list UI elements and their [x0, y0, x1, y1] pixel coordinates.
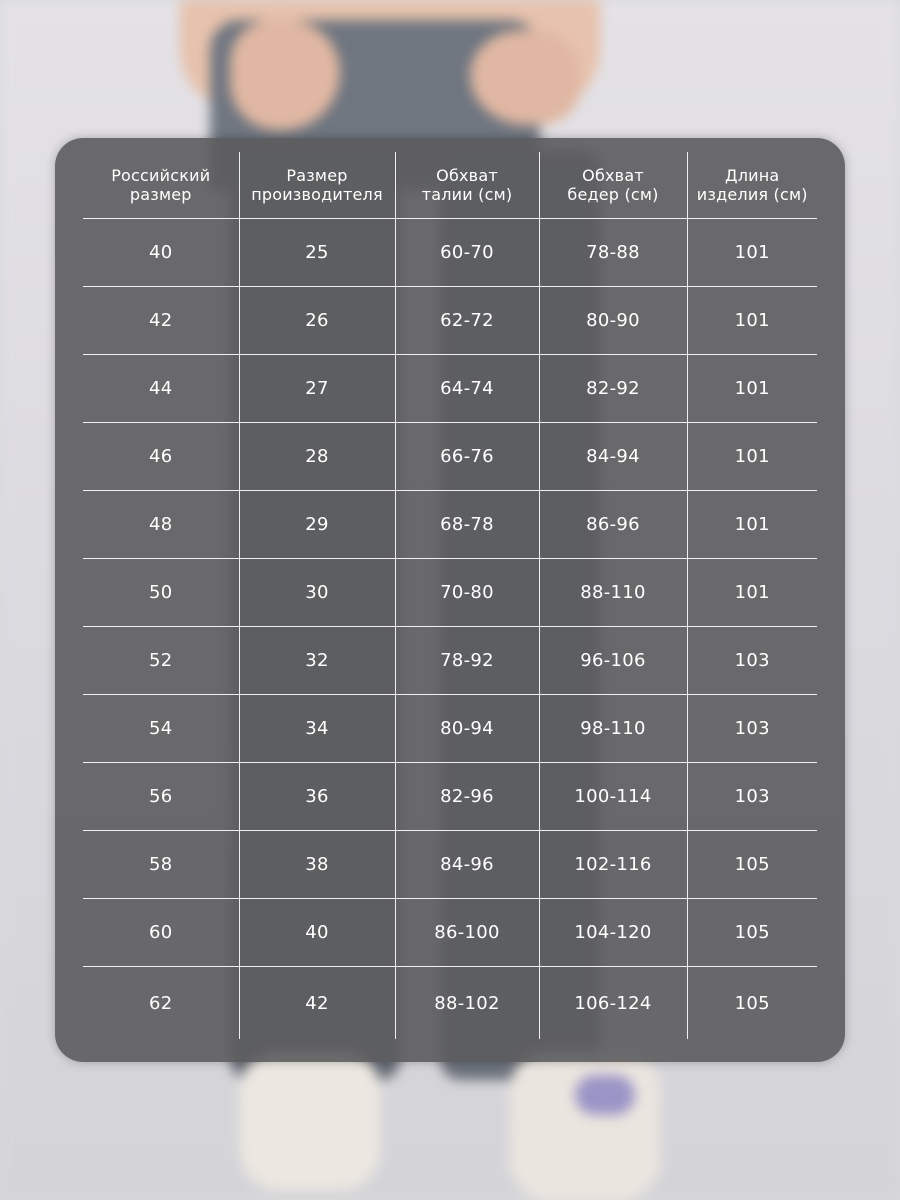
cell-length: 103: [687, 763, 817, 831]
header-russian-size: Российский размер: [83, 152, 239, 219]
cell-waist: 70-80: [395, 559, 539, 627]
cell-hips: 88-110: [539, 559, 687, 627]
cell-length: 101: [687, 423, 817, 491]
photo-right-hand: [470, 30, 580, 125]
cell-waist: 86-100: [395, 899, 539, 967]
cell-manufacturer-size: 32: [239, 627, 395, 695]
cell-manufacturer-size: 30: [239, 559, 395, 627]
cell-hips: 80-90: [539, 287, 687, 355]
table-row: [83, 763, 817, 831]
cell-manufacturer-size: 25: [239, 219, 395, 287]
cell-length: 105: [687, 899, 817, 967]
cell-russian-size: 42: [83, 287, 239, 355]
cell-russian-size: 60: [83, 899, 239, 967]
cell-waist: 66-76: [395, 423, 539, 491]
cell-manufacturer-size: 27: [239, 355, 395, 423]
cell-hips: 106-124: [539, 967, 687, 1040]
cell-russian-size: 40: [83, 219, 239, 287]
cell-russian-size: 56: [83, 763, 239, 831]
cell-length: 101: [687, 287, 817, 355]
table-row: [83, 695, 817, 763]
cell-waist: 68-78: [395, 491, 539, 559]
cell-manufacturer-size: 34: [239, 695, 395, 763]
cell-russian-size: 52: [83, 627, 239, 695]
cell-length: 101: [687, 559, 817, 627]
cell-hips: 98-110: [539, 695, 687, 763]
table-row: [83, 491, 817, 559]
cell-waist: 82-96: [395, 763, 539, 831]
header-manufacturer-size: Размер производителя: [239, 152, 395, 219]
cell-hips: 78-88: [539, 219, 687, 287]
cell-length: 101: [687, 355, 817, 423]
cell-length: 101: [687, 219, 817, 287]
cell-waist: 80-94: [395, 695, 539, 763]
cell-hips: 86-96: [539, 491, 687, 559]
cell-hips: 82-92: [539, 355, 687, 423]
cell-hips: 104-120: [539, 899, 687, 967]
cell-russian-size: 44: [83, 355, 239, 423]
cell-manufacturer-size: 28: [239, 423, 395, 491]
cell-waist: 78-92: [395, 627, 539, 695]
cell-hips: 96-106: [539, 627, 687, 695]
cell-waist: 60-70: [395, 219, 539, 287]
cell-russian-size: 58: [83, 831, 239, 899]
cell-russian-size: 48: [83, 491, 239, 559]
photo-right-sneaker: [510, 1050, 660, 1200]
header-hips: Обхват бедер (см): [539, 152, 687, 219]
table-row: [83, 287, 817, 355]
cell-russian-size: 62: [148, 992, 173, 1014]
cell-hips: 102-116: [539, 831, 687, 899]
table-row: [83, 831, 817, 899]
cell-length: 105: [687, 831, 817, 899]
cell-manufacturer-size: 38: [239, 831, 395, 899]
cell-waist: 88-102: [395, 967, 539, 1040]
table-row: [83, 967, 817, 1040]
table-row: [83, 559, 817, 627]
cell-length: 101: [687, 491, 817, 559]
size-chart-table: [83, 152, 817, 1039]
cell-russian-size: 54: [83, 695, 239, 763]
cell-manufacturer-size: 42: [239, 967, 395, 1040]
cell-manufacturer-size: 36: [239, 763, 395, 831]
cell-waist: 62-72: [395, 287, 539, 355]
size-chart-panel: [55, 138, 845, 1062]
header-waist: Обхват талии (см): [395, 152, 539, 219]
cell-manufacturer-size: 26: [239, 287, 395, 355]
cell-length: 103: [687, 627, 817, 695]
cell-length: 103: [687, 695, 817, 763]
table-row: [83, 219, 817, 287]
cell-waist: 84-96: [395, 831, 539, 899]
table-row: [83, 355, 817, 423]
table-row: [83, 423, 817, 491]
cell-russian-size: 46: [83, 423, 239, 491]
cell-length: 105: [687, 967, 817, 1040]
size-chart-header-row: [83, 152, 817, 219]
cell-manufacturer-size: 40: [239, 899, 395, 967]
cell-russian-size: 50: [83, 559, 239, 627]
cell-hips: 84-94: [539, 423, 687, 491]
header-length: Длина изделия (см): [687, 152, 817, 219]
photo-left-sneaker: [240, 1050, 380, 1190]
cell-waist: 64-74: [395, 355, 539, 423]
cell-manufacturer-size: 29: [239, 491, 395, 559]
cell-hips: 100-114: [539, 763, 687, 831]
photo-sneaker-accent: [575, 1075, 635, 1115]
table-row: [83, 627, 817, 695]
table-row: [83, 899, 817, 967]
